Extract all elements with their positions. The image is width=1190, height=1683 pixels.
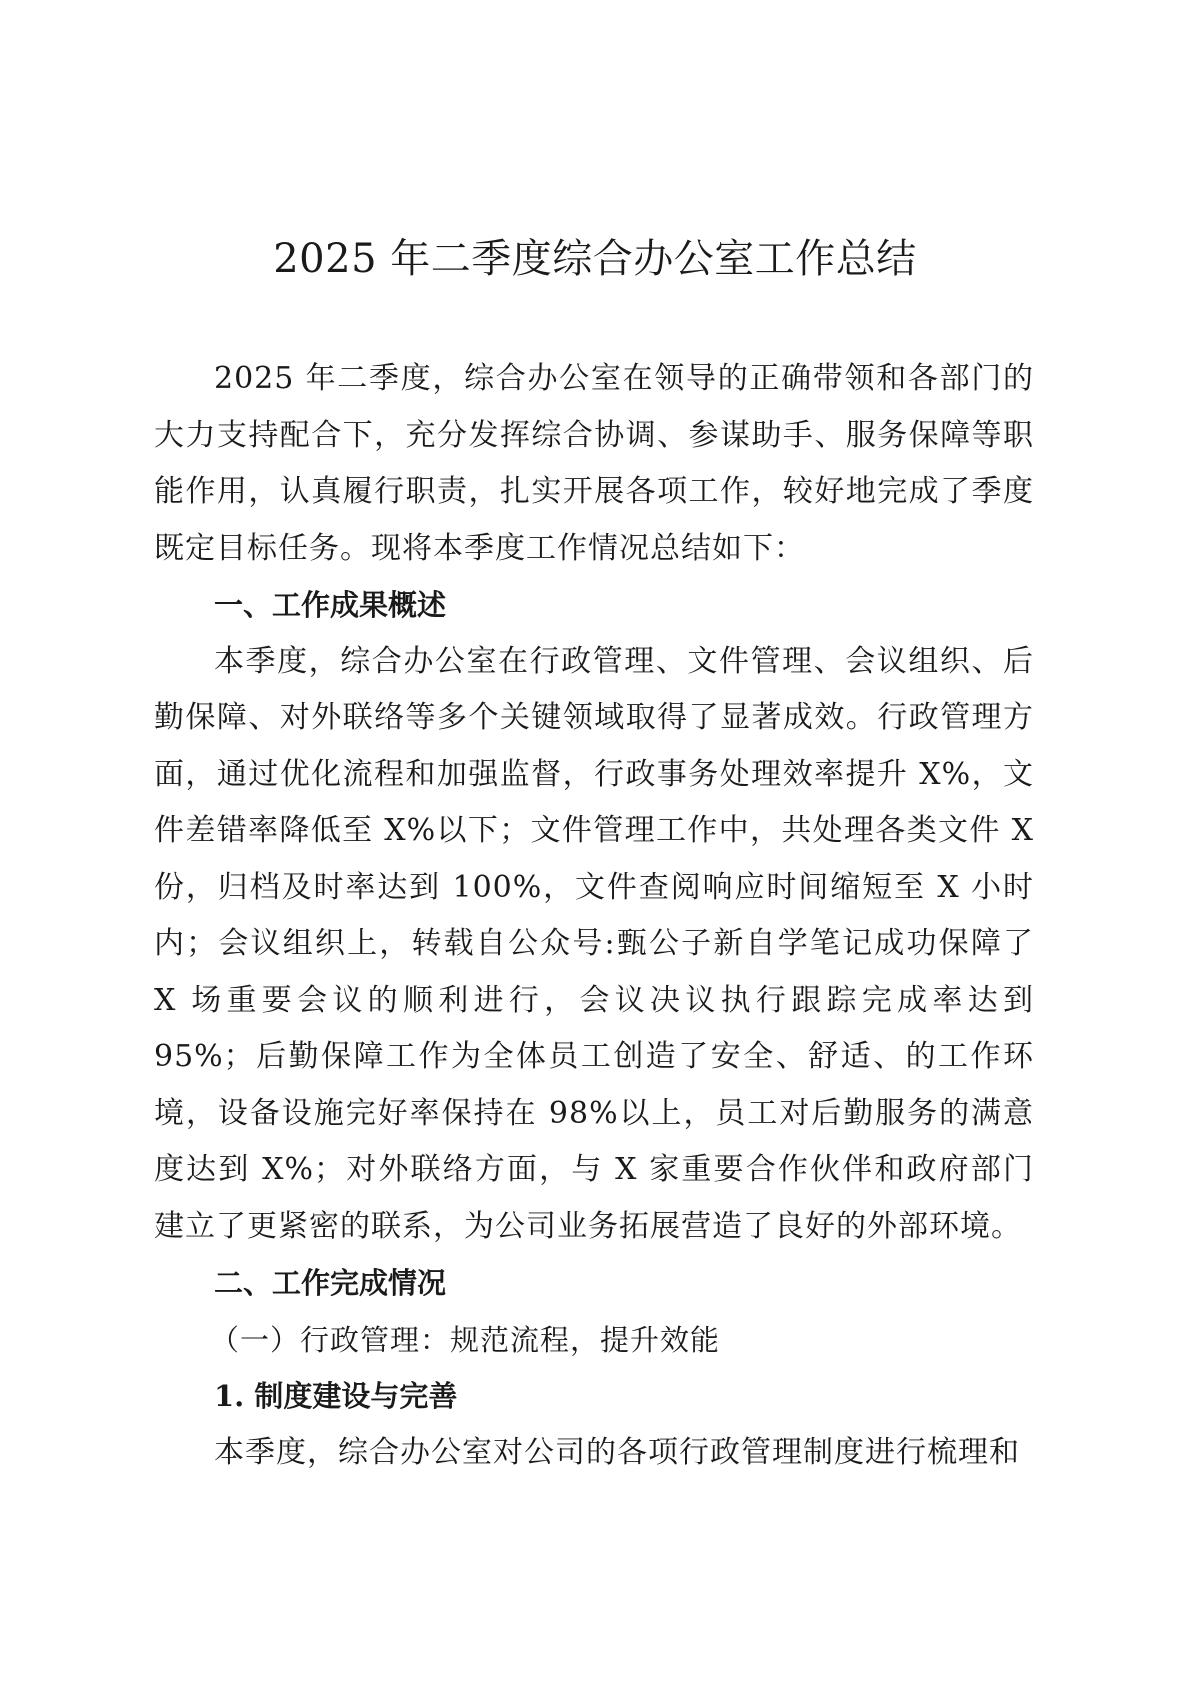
section-2-heading: 二、工作完成情况: [214, 1266, 447, 1300]
item-1-paragraph: 本季度，综合办公室对公司的各项行政管理制度进行梳理和: [214, 1434, 1020, 1470]
document-body: [154, 351, 1034, 1481]
section-1-heading: 一、工作成果概述: [214, 588, 447, 622]
document-title: 2025 年二季度综合办公室工作总结: [273, 236, 917, 282]
section-1-paragraph: 本季度，综合办公室在行政管理、文件管理、会议组织、后勤保障、对外联络等多个关键领域取得了显著成效。行政管理方面，通过优化流程和加强监督，行政事务处理效率提升 X%，文件差错率降低至 X%以下；文件管理工作中，共处理各类文件 X 份，归档及时率达到 100%，文件查阅响应时间缩短至 X 小时内；会议组织上，转载自公众号:甄公子新自学笔记成功保障了 X 场重要会议的顺利进行，会议决议执行跟踪完成率达到 95%；后勤保障工作为全体员工创造了安全、舒适、的工作环境，设备设施完好率保持在 98%以上，员工对后勤服务的满意度达到 X%；对外联络方面，与 X 家重要合作伙伴和政府部门建立了更紧密的联系，为公司业务拓展营造了良好的外部环境。: [154, 643, 1034, 1244]
subsection-1-heading: （一）行政管理：规范流程，提升效能: [210, 1322, 721, 1357]
intro-paragraph: 2025 年二季度，综合办公室在领导的正确带领和各部门的大力支持配合下，充分发挥综合协调、参谋助手、服务保障等职能作用，认真履行职责，扎实开展各项工作，较好地完成了季度既定目标任务。现将本季度工作情况总结如下：: [154, 361, 1034, 566]
item-1-heading: 1. 制度建设与完善: [214, 1379, 458, 1413]
